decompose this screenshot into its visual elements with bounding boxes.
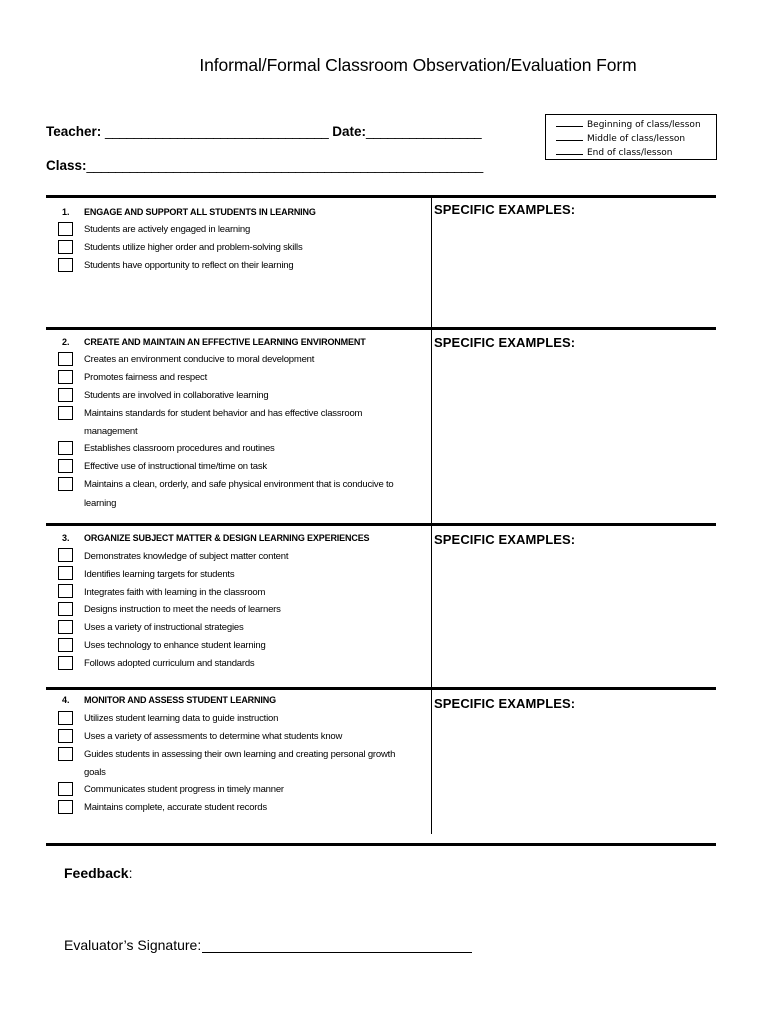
criterion-item: Follows adopted curriculum and standards	[84, 658, 255, 669]
criterion-item: Students utilize higher order and problem-solving skills	[84, 242, 303, 253]
checkbox[interactable]	[58, 747, 73, 761]
signature-field[interactable]	[202, 938, 472, 953]
checkbox[interactable]	[58, 222, 73, 236]
section-2-rule	[46, 327, 716, 330]
signature-label: Evaluator’s Signature:	[64, 937, 202, 953]
criterion-item: Maintains a clean, orderly, and safe physical environment that is conducive to	[84, 479, 394, 490]
timing-middle-label: Middle of class/lesson	[587, 134, 686, 144]
section-1-divider	[431, 197, 432, 329]
checkbox[interactable]	[58, 602, 73, 616]
criterion-item: Utilizes student learning data to guide instruction	[84, 713, 279, 724]
section-4-rule	[46, 687, 716, 690]
criterion-item: Designs instruction to meet the needs of learners	[84, 604, 281, 615]
timing-end-blank[interactable]	[556, 146, 583, 155]
checkbox[interactable]	[58, 240, 73, 254]
checkbox[interactable]	[58, 711, 73, 725]
class-field[interactable]: _______________________________________________________	[86, 158, 483, 173]
timing-end-row[interactable]	[556, 146, 716, 160]
checkbox[interactable]	[58, 620, 73, 634]
section-number: 1.	[62, 207, 70, 217]
criterion-item: Promotes fairness and respect	[84, 372, 208, 383]
criterion-item: Establishes classroom procedures and routines	[84, 443, 275, 454]
date-field[interactable]: ________________	[366, 124, 482, 139]
feedback-rule	[46, 843, 716, 846]
lesson-timing-box	[545, 114, 717, 160]
checkbox[interactable]	[58, 584, 73, 598]
timing-beginning-blank[interactable]	[556, 118, 583, 127]
section-number: 2.	[62, 337, 70, 347]
checkbox[interactable]	[58, 548, 73, 562]
section-number: 3.	[62, 533, 70, 543]
teacher-field[interactable]: _______________________________	[105, 124, 329, 139]
section-2-divider	[431, 329, 432, 525]
specific-examples-label: SPECIFIC EXAMPLES:	[434, 202, 576, 217]
criterion-item-continued: goals	[84, 767, 106, 778]
checkbox[interactable]	[58, 477, 73, 491]
checkbox[interactable]	[58, 656, 73, 670]
timing-end-label: End of class/lesson	[587, 148, 673, 158]
criterion-item: Demonstrates knowledge of subject matter content	[84, 551, 289, 562]
timing-middle-blank[interactable]	[556, 132, 583, 141]
criterion-item: Creates an environment conducive to moral development	[84, 354, 315, 365]
criterion-item: Maintains standards for student behavior and has effective classroom	[84, 408, 363, 419]
criterion-item: Integrates faith with learning in the classroom	[84, 587, 266, 598]
section-4-divider	[431, 689, 432, 834]
form-title: Informal/Formal Classroom Observation/Evaluation Form	[199, 55, 637, 75]
criterion-item: Uses technology to enhance student learning	[84, 640, 266, 651]
teacher-label: Teacher:	[46, 124, 102, 139]
checkbox[interactable]	[58, 388, 73, 402]
section-3-divider	[431, 525, 432, 689]
criterion-item: Communicates student progress in timely manner	[84, 784, 284, 795]
specific-examples-label: SPECIFIC EXAMPLES:	[434, 696, 576, 711]
checkbox[interactable]	[58, 566, 73, 580]
checkbox[interactable]	[58, 406, 73, 420]
section-title: ENGAGE AND SUPPORT ALL STUDENTS IN LEARNING	[84, 207, 316, 217]
checkbox[interactable]	[58, 782, 73, 796]
section-1-rule	[46, 195, 716, 198]
checkbox[interactable]	[58, 352, 73, 366]
feedback-colon: :	[128, 865, 133, 881]
criterion-item: Uses a variety of instructional strategies	[84, 622, 244, 633]
section-title: CREATE AND MAINTAIN AN EFFECTIVE LEARNING ENVIRONMENT	[84, 337, 366, 347]
timing-beginning-label: Beginning of class/lesson	[587, 120, 701, 130]
section-title: ORGANIZE SUBJECT MATTER & DESIGN LEARNING EXPERIENCES	[84, 533, 370, 543]
checkbox[interactable]	[58, 258, 73, 272]
date-label: Date:	[332, 124, 367, 139]
criterion-item: Students have opportunity to reflect on their learning	[84, 260, 294, 271]
criterion-item: Effective use of instructional time/time on task	[84, 461, 267, 472]
timing-beginning-row[interactable]	[556, 118, 716, 132]
checkbox[interactable]	[58, 459, 73, 473]
class-row	[46, 158, 483, 173]
criterion-item: Maintains complete, accurate student records	[84, 802, 267, 813]
section-number: 4.	[62, 695, 70, 705]
criterion-item-continued: learning	[84, 498, 117, 509]
checkbox[interactable]	[58, 441, 73, 455]
criterion-item: Students are actively engaged in learning	[84, 224, 251, 235]
timing-middle-row[interactable]	[556, 132, 716, 146]
specific-examples-label: SPECIFIC EXAMPLES:	[434, 532, 576, 547]
checkbox[interactable]	[58, 370, 73, 384]
criterion-item: Identifies learning targets for students	[84, 569, 235, 580]
checkbox[interactable]	[58, 800, 73, 814]
criterion-item: Guides students in assessing their own learning and creating personal growth	[84, 749, 396, 760]
signature-row	[64, 937, 472, 953]
checkbox[interactable]	[58, 729, 73, 743]
section-title: MONITOR AND ASSESS STUDENT LEARNING	[84, 695, 276, 705]
class-label: Class:	[46, 158, 87, 173]
criterion-item-continued: management	[84, 426, 138, 437]
feedback-field[interactable]	[64, 865, 132, 881]
criterion-item: Students are involved in collaborative learning	[84, 390, 269, 401]
specific-examples-label: SPECIFIC EXAMPLES:	[434, 335, 576, 350]
section-3-rule	[46, 523, 716, 526]
teacher-date-row	[46, 124, 481, 139]
criterion-item: Uses a variety of assessments to determine what students know	[84, 731, 343, 742]
feedback-label: Feedback	[64, 865, 129, 881]
checkbox[interactable]	[58, 638, 73, 652]
